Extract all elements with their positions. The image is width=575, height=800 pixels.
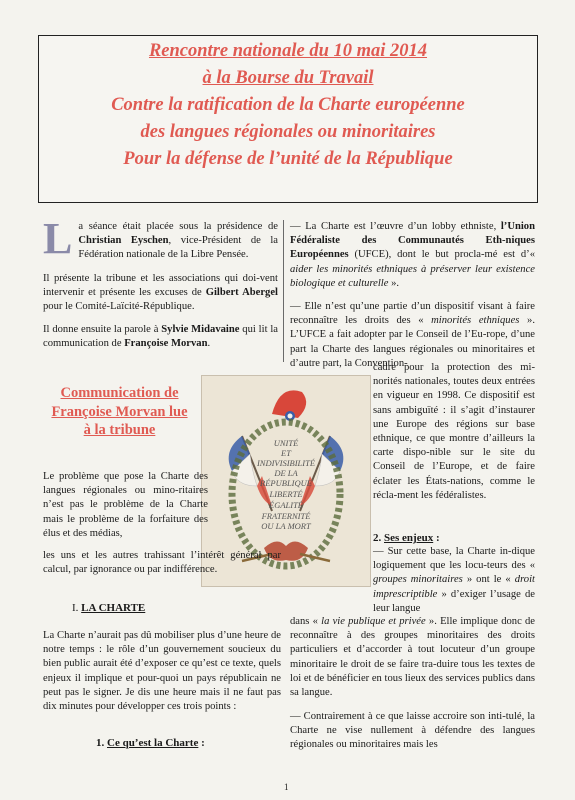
- enjeux-text-c: » d’exiger l’usage de leur langue: [373, 588, 535, 614]
- enjeux-text-b: » ont le «: [462, 574, 515, 586]
- author-name: Françoise Morvan: [124, 338, 208, 350]
- president-name: Christian Eyschen: [78, 235, 169, 247]
- communication-line-2: Françoise Morvan lue: [51, 403, 188, 420]
- emblem-line-3: INDIVISIBILITÉ: [256, 458, 316, 468]
- intro-text-a: a séance était placée sous la présidence de: [78, 221, 278, 232]
- lobby-paragraph: [290, 220, 535, 291]
- vie-publique-text-b: ». Elle implique donc de reconnaître à des groupes minoritaires des droits particuliers et d’accorder à tout locuteur d’un groupe minoritaire le droit de se faire tra-duire tous les textes de loi et de bénéficier en tous lieux des services publics dans sa langue.: [290, 616, 535, 699]
- parole-paragraph: [43, 323, 278, 351]
- excused-name: Gilbert Abergel: [205, 286, 278, 298]
- enjeux-paragraph: [373, 545, 535, 616]
- title-line-3: Contre la ratification de la Charte européenne: [111, 95, 465, 115]
- title-line-2: à la Bourse du Travail: [202, 68, 374, 88]
- vie-publique-text-a: dans «: [290, 616, 322, 627]
- speaker-name: Sylvie Midavaine: [161, 324, 240, 336]
- emblem-line-8: FRATERNITÉ: [261, 511, 311, 521]
- emblem-line-5: RÉPUBLIQUE: [260, 478, 312, 488]
- dispositif-text-b: ». L’UFCE a fait adopter par le Conseil de l’Eu-rope, d’une part la Charte des langues régionales ou minoritaires et d’autre part, la Convention-: [290, 315, 536, 369]
- enjeux-title: Ses enjeux: [384, 532, 434, 544]
- problem-paragraph: Le problème que pose la Charte des langues régionales ou mino-ritaires n’est pas le problème de la Charte mais le problème de la forfaiture des élus et des médias,: [43, 471, 208, 539]
- column-divider: [283, 220, 284, 362]
- drop-cap: L: [43, 214, 73, 263]
- title-box: [38, 35, 538, 203]
- subsection-number: 1.: [96, 737, 107, 749]
- communication-line-1: Communication de: [60, 385, 179, 401]
- lobby-quote: aider les minorités ethniques à préserver leur existence biologique et culturelle: [290, 263, 535, 289]
- title-line-5: Pour la défense de l’unité de la République: [123, 149, 453, 169]
- dispositif-quote: minorités ethniques: [431, 315, 520, 327]
- enjeux-number: 2.: [373, 532, 384, 544]
- dispositif-text-a: — Elle n’est qu’une partie d’un dispositif visant à faire reconnaître les droits des «: [290, 301, 535, 327]
- emblem-line-1: UNITÉ: [273, 438, 299, 448]
- enjeux-text-a: — Sur cette base, la Charte in-dique logiquement que les locu-teurs des «: [373, 546, 535, 572]
- enjeux-quote-2: droit imprescriptible: [373, 574, 535, 600]
- tribune-text-b: pour le Comité-Laïcité-République.: [43, 301, 195, 313]
- subsection-heading-ce-quest: [96, 737, 205, 749]
- tribune-paragraph: [43, 272, 278, 315]
- lobby-text-b: (UFCE), dont le but procla-mé est d’«: [348, 249, 535, 261]
- emblem-line-9: OU LA MORT: [261, 521, 311, 531]
- subsection-colon: :: [198, 737, 205, 749]
- page-number: 1: [284, 782, 289, 792]
- parole-text-c: .: [207, 338, 211, 350]
- right-column-top: [290, 220, 535, 371]
- section-number: I.: [72, 602, 82, 614]
- section-heading-charte: [72, 602, 145, 614]
- problem-paragraph-continued: les uns et les autres trahissant l’intérêt général par calcul, par ignorance ou par indifférence.: [43, 550, 281, 576]
- ufce-name: l’Union Fédéraliste des Communautés Eth-niques Européennes: [290, 221, 535, 261]
- lobby-text-a: — La Charte est l’œuvre d’un lobby ethniste,: [290, 221, 501, 232]
- section-title: LA CHARTE: [81, 602, 146, 614]
- intitule-paragraph: — Contrairement à ce que laisse accroire son inti-tulé, la Charte ne vise nullement à défendre des langues régionales ou minoritaires mais les: [290, 711, 535, 751]
- vie-publique-quote: la vie publique et privée: [321, 616, 426, 627]
- communication-line-3: à la tribune: [83, 422, 156, 438]
- charte-paragraph: La Charte n’aurait pas dû mobiliser plus d’une heure de notre temps : le rôle d’un gouvernement soucieux du bien public aurait été d’exposer ce qu’est ce texte, quels enjeux il implique et pour-quoi un pays républicain ne peut pas le signer. Je dis une heure mais il ne faut pas dix minutes pour développer ces trois points :: [43, 630, 281, 713]
- parole-text-b: qui lit la communication de: [43, 324, 279, 350]
- enjeux-colon: :: [433, 532, 440, 544]
- enjeux-quote-1: groupes minoritaires: [373, 574, 463, 586]
- subsection-heading-enjeux: [373, 531, 440, 545]
- title-line-1: Rencontre nationale du 10 mai 2014: [148, 41, 428, 61]
- emblem-line-2: ET: [281, 448, 291, 458]
- lobby-text-c: ».: [388, 277, 400, 289]
- tribune-text-a: Il présente la tribune et les associations qui doi-vent intervenir et présente les excuses de: [43, 272, 278, 298]
- vie-publique-paragraph: [290, 615, 535, 700]
- subsection-title: Ce qu’est la Charte: [107, 737, 199, 749]
- left-column-intro: [43, 214, 279, 352]
- dispositif-paragraph-narrow: cadre pour la protection des mi-norités nationales, toutes deux entrées en vigueur en 1998. Ce dispositif est sans ambiguïté : il s’agit d’instaurer une Europe des régions sur base ethnique, ce que montre d’ailleurs la carte dispo-nible sur le site du Conseil de l’Europe, et de faire éclater les États-nations, comme le récla-ment les fédéralistes.: [373, 362, 535, 501]
- parole-text-a: Il donne ensuite la parole à: [43, 324, 162, 336]
- title-line-4: des langues régionales ou minoritaires: [140, 122, 436, 142]
- intro-paragraph: [43, 214, 278, 263]
- emblem-line-6: LIBERTÉ: [269, 489, 303, 499]
- emblem-line-4: DE LA: [274, 468, 298, 478]
- emblem-line-7: ÉGALITÉ: [269, 500, 303, 510]
- intro-text-b: , vice-Président de la Fédération nationale de la Libre Pensée.: [78, 235, 278, 261]
- communication-heading: [43, 384, 196, 440]
